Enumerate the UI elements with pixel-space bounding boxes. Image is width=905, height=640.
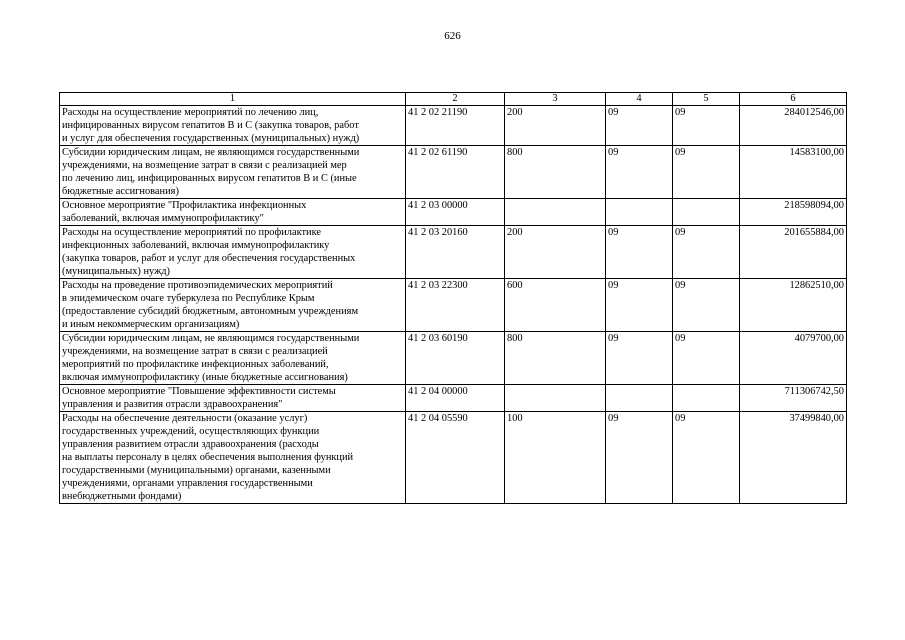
header-col-4: 4 [606, 93, 673, 106]
row-rz-cell: 09 [606, 279, 673, 332]
row-pr-cell: 09 [673, 412, 740, 504]
table-row [60, 106, 847, 146]
row-vr-cell [505, 199, 606, 226]
row-code-cell: 41 2 04 05590 [406, 412, 505, 504]
header-col-6: 6 [740, 93, 847, 106]
row-name-cell: Расходы на осуществление мероприятий по лечению лиц, инфицированных вирусом гепатитов В и С (закупка товаров, работ и услуг для обеспечения государственных (муниципальных) нужд) [60, 106, 406, 146]
table-row [60, 412, 847, 504]
row-amount-cell: 37499840,00 [740, 412, 847, 504]
row-rz-cell [606, 385, 673, 412]
row-code-cell: 41 2 03 20160 [406, 226, 505, 279]
row-vr-cell: 800 [505, 146, 606, 199]
row-rz-cell [606, 199, 673, 226]
row-amount-cell: 201655884,00 [740, 226, 847, 279]
row-amount-cell: 12862510,00 [740, 279, 847, 332]
row-code-cell: 41 2 02 61190 [406, 146, 505, 199]
row-name-cell: Основное мероприятие "Профилактика инфекционных заболеваний, включая иммунопрофилактику" [60, 199, 406, 226]
row-name-cell: Расходы на проведение противоэпидемических мероприятий в эпидемическом очаге туберкулеза по Республике Крым (предоставление субсидий бюджетным, автономным учреждениям и иным некоммерческим организациям) [60, 279, 406, 332]
row-name-cell: Расходы на обеспечение деятельности (оказание услуг) государственных учреждений, осуществляющих функции управления развитием отрасли здравоохранения (расходы на выплаты персоналу в целях обеспечения выполнения функций государственными (муниципальными) органами, казенными учреждениями, органами управления государственными внебюджетными фондами) [60, 412, 406, 504]
row-vr-cell: 200 [505, 106, 606, 146]
row-code-cell: 41 2 03 22300 [406, 279, 505, 332]
row-name-cell: Субсидии юридическим лицам, не являющимся государственными учреждениями, на возмещение затрат в связи с реализацией мероприятий по профилактике инфекционных заболеваний, включая иммунопрофилактику (иные бюджетные ассигнования) [60, 332, 406, 385]
row-amount-cell: 284012546,00 [740, 106, 847, 146]
header-col-1: 1 [60, 93, 406, 106]
row-vr-cell: 100 [505, 412, 606, 504]
row-pr-cell: 09 [673, 146, 740, 199]
table-row [60, 332, 847, 385]
row-vr-cell [505, 385, 606, 412]
header-col-3: 3 [505, 93, 606, 106]
row-rz-cell: 09 [606, 146, 673, 199]
table-row [60, 199, 847, 226]
row-amount-cell: 218598094,00 [740, 199, 847, 226]
row-pr-cell: 09 [673, 279, 740, 332]
table-row [60, 146, 847, 199]
header-col-2: 2 [406, 93, 505, 106]
row-rz-cell: 09 [606, 106, 673, 146]
row-vr-cell: 600 [505, 279, 606, 332]
row-code-cell: 41 2 03 60190 [406, 332, 505, 385]
row-code-cell: 41 2 02 21190 [406, 106, 505, 146]
row-amount-cell: 14583100,00 [740, 146, 847, 199]
row-pr-cell [673, 199, 740, 226]
page-number: 626 [444, 30, 461, 42]
header-col-5: 5 [673, 93, 740, 106]
row-rz-cell: 09 [606, 332, 673, 385]
row-rz-cell: 09 [606, 226, 673, 279]
table-row [60, 385, 847, 412]
row-amount-cell: 711306742,50 [740, 385, 847, 412]
row-pr-cell [673, 385, 740, 412]
row-name-cell: Субсидии юридическим лицам, не являющимся государственными учреждениями, на возмещение затрат в связи с реализацией мер по лечению лиц, инфицированных вирусом гепатитов В и С (иные бюджетные ассигнования) [60, 146, 406, 199]
header-row [60, 93, 847, 106]
row-amount-cell: 4079700,00 [740, 332, 847, 385]
budget-table [59, 92, 847, 504]
row-code-cell: 41 2 03 00000 [406, 199, 505, 226]
table-row [60, 226, 847, 279]
row-name-cell: Основное мероприятие "Повышение эффективности системы управления и развития отрасли здравоохранения" [60, 385, 406, 412]
row-vr-cell: 800 [505, 332, 606, 385]
row-code-cell: 41 2 04 00000 [406, 385, 505, 412]
row-pr-cell: 09 [673, 226, 740, 279]
row-vr-cell: 200 [505, 226, 606, 279]
row-rz-cell: 09 [606, 412, 673, 504]
row-pr-cell: 09 [673, 332, 740, 385]
row-name-cell: Расходы на осуществление мероприятий по профилактике инфекционных заболеваний, включая иммунопрофилактику (закупка товаров, работ и услуг для обеспечения государственных (муниципальных) нужд) [60, 226, 406, 279]
table-row [60, 279, 847, 332]
row-pr-cell: 09 [673, 106, 740, 146]
